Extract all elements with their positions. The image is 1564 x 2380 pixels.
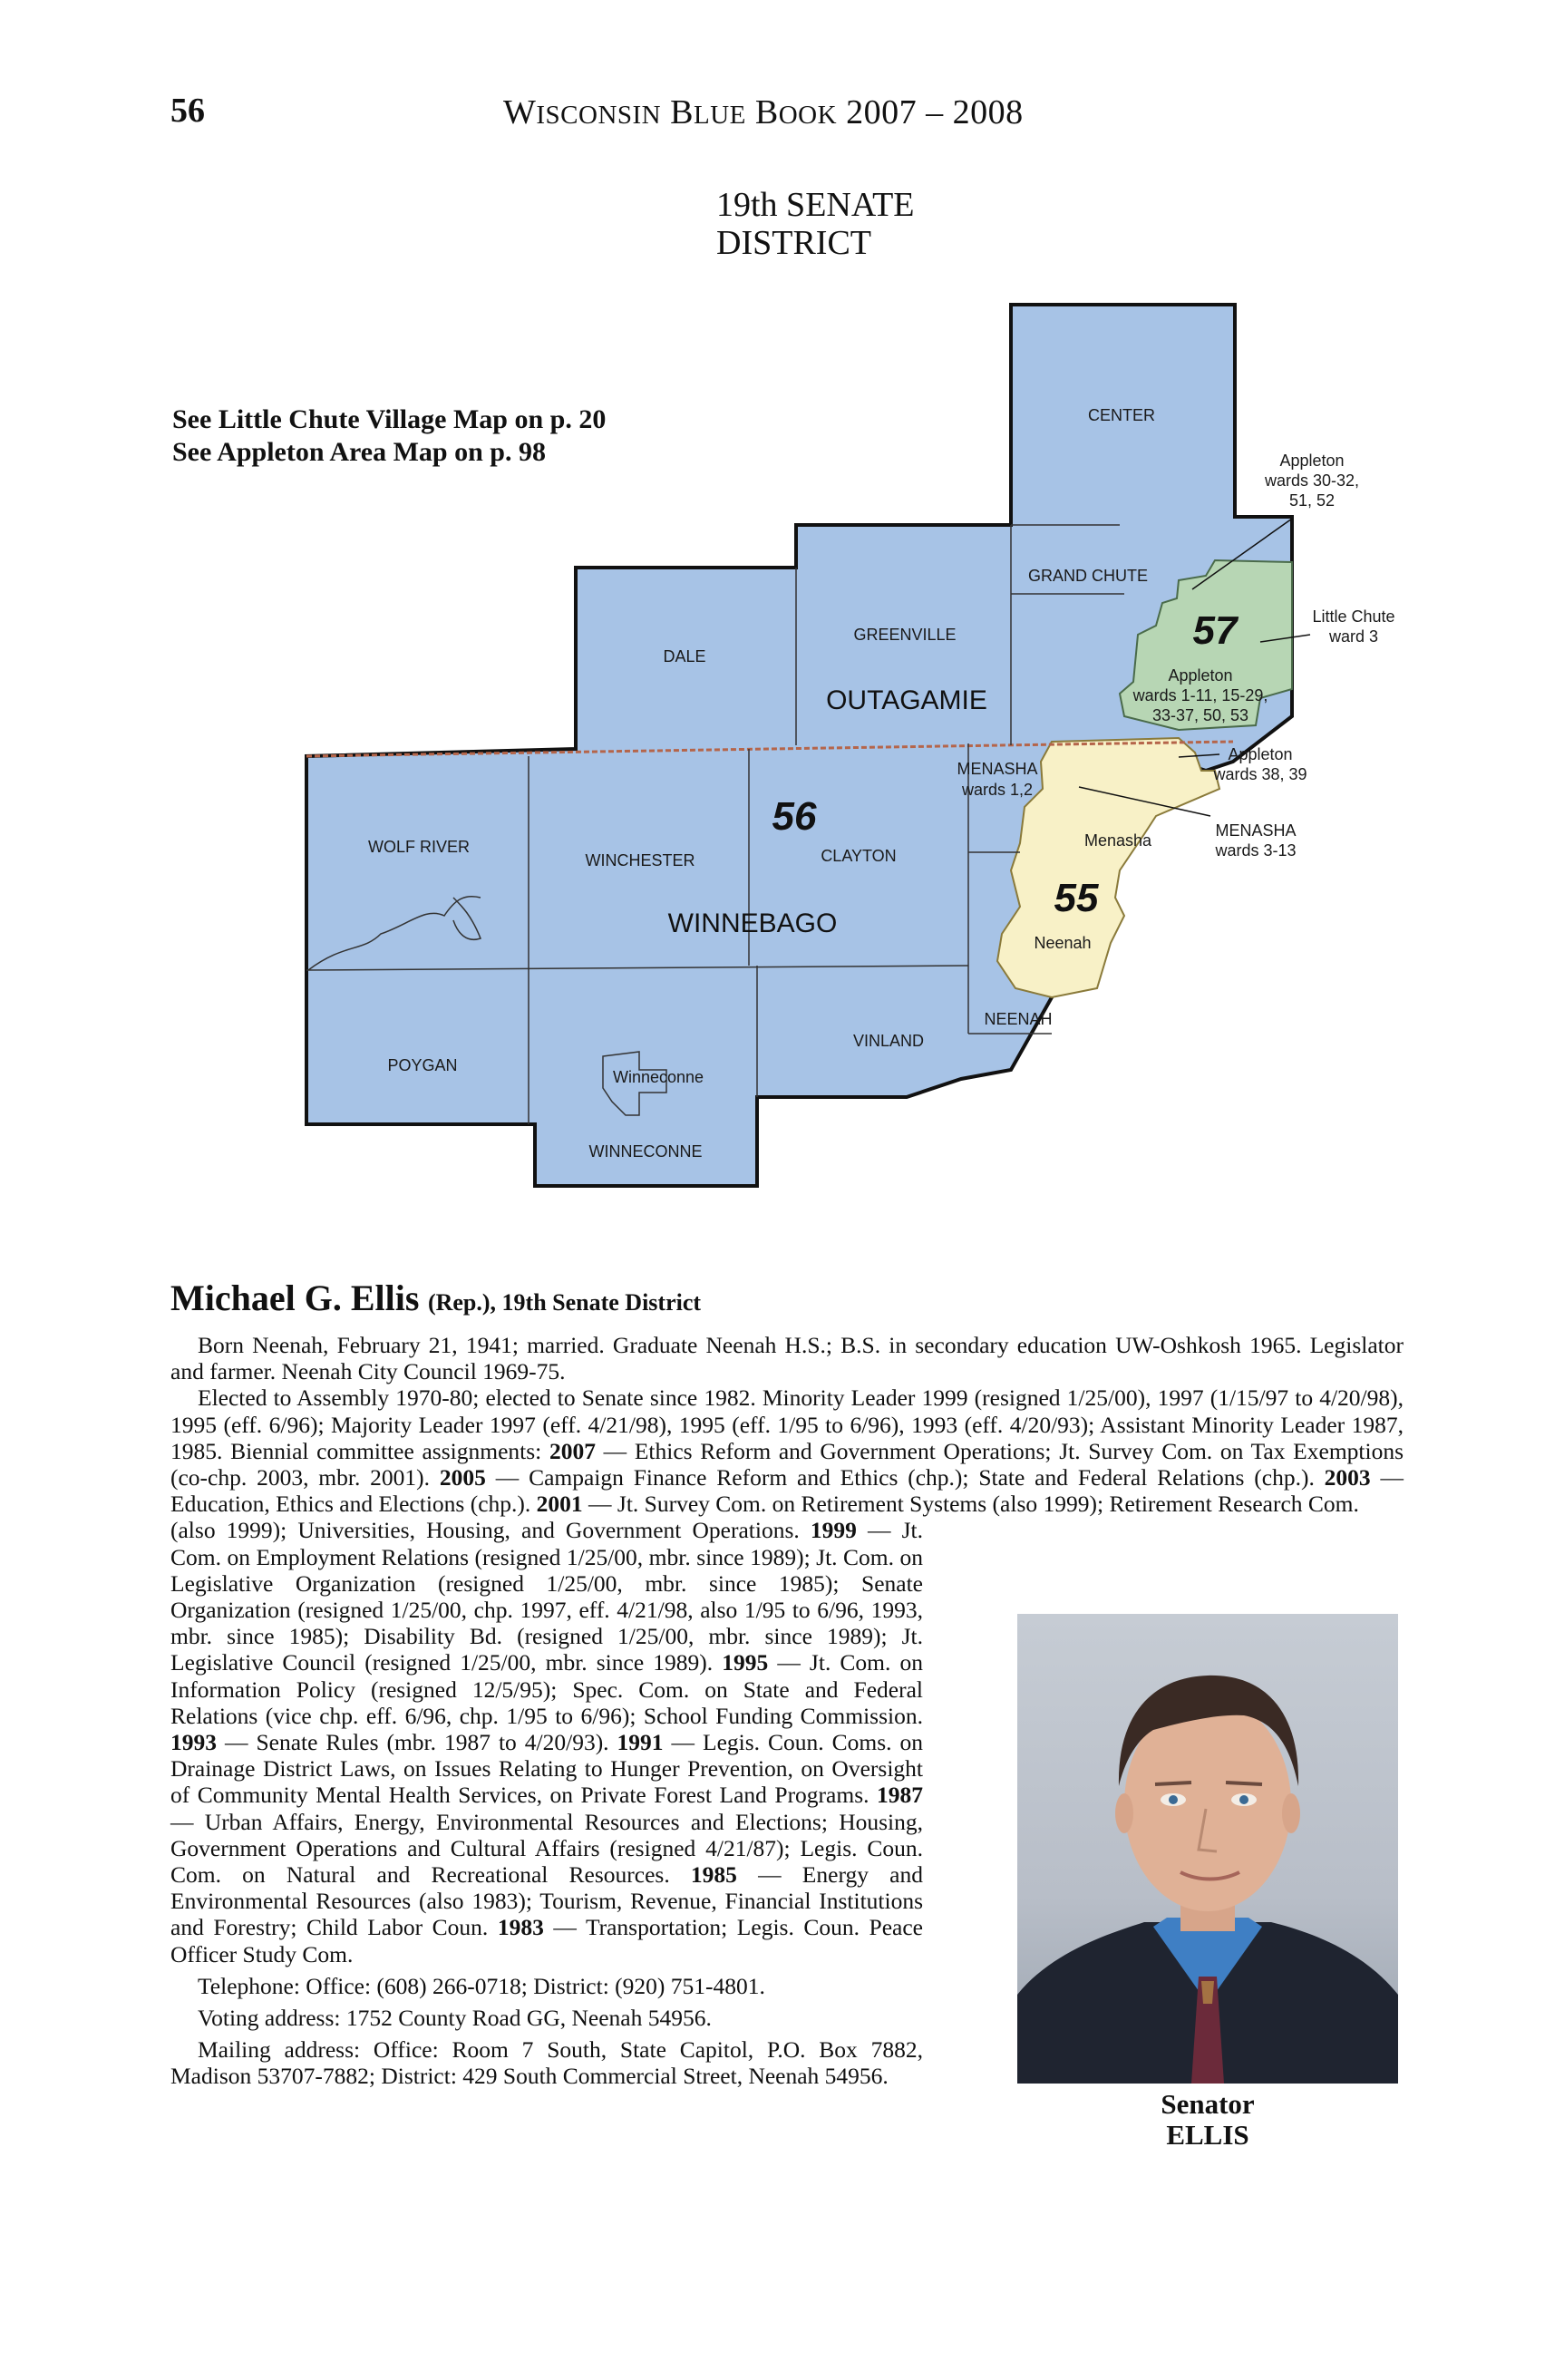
place-neenah: Neenah bbox=[1034, 934, 1092, 952]
town-menasha: MENASHA bbox=[957, 760, 1038, 778]
town-menasha-wards: wards 1,2 bbox=[961, 781, 1034, 799]
callout-menasha-3: MENASHA wards 3-13 bbox=[1215, 821, 1297, 860]
bio-mailing-address: Mailing address: Office: Room 7 South, State Capitol, P.O. Box 7882, Madison 53707-7882; District: 429 South Commercial Street, Neenah 54956. bbox=[170, 2036, 923, 2090]
map-note-appleton: See Appleton Area Map on p. 98 bbox=[172, 437, 546, 467]
running-header: WISCONSIN BLUE BOOK 2007 – 2008 bbox=[503, 93, 1024, 131]
photo-caption: Senator ELLIS bbox=[1161, 2088, 1255, 2151]
town-greenville: GREENVILLE bbox=[853, 626, 957, 644]
bio-elected: Elected to Assembly 1970-80; elected to Senate since 1982. Minority Leader 1999 (resigned 1/25/00), 1997 (1/15/97 to 4/20/98), 1995 (eff. 6/96); Majority Leader 1997 (eff. 4/21/98), 1995 (eff. 1/95 to 6/96), 1993 (eff. 4/20/93); Assistant Minority Leader 1987, 1985. Biennial committee assignments: 2007 — Ethics Reform and Government Operations; Jt. Survey Com. on Tax Exemptions (co-chp. 2003, mbr. 2001). 2005 — Campaign Finance Reform and Ethics (chp.); State and Federal Relations (chp.). 2003 — Education, Ethics and Elections (chp.). 2001 — Jt. Survey Com. on Retirement Systems (also 1999); Retirement Research Com. bbox=[170, 1384, 1404, 1518]
senator-portrait bbox=[1017, 1614, 1398, 2084]
page-number: 56 bbox=[170, 92, 205, 130]
town-clayton: CLAYTON bbox=[821, 847, 897, 865]
town-vinland: VINLAND bbox=[852, 1032, 925, 1050]
callout-appleton-30: Appleton wards 30-32, 51, 52 bbox=[1264, 452, 1360, 510]
town-center: CENTER bbox=[1087, 406, 1156, 424]
town-winneconne: WINNECONNE bbox=[588, 1142, 703, 1161]
town-dale: DALE bbox=[663, 647, 706, 665]
town-grand-chute: GRAND CHUTE bbox=[1027, 567, 1149, 585]
map-note-little-chute: See Little Chute Village Map on p. 20 bbox=[172, 404, 607, 434]
town-poygan: POYGAN bbox=[387, 1056, 458, 1074]
callout-appleton-38: Appleton wards 38, 39 bbox=[1213, 745, 1307, 783]
place-winneconne: Winneconne bbox=[612, 1068, 704, 1086]
town-wolf-river: WOLF RIVER bbox=[367, 838, 471, 856]
senator-name-line bbox=[170, 1278, 1404, 1323]
district-number-57: 57 bbox=[1192, 608, 1238, 653]
bio-voting-address: Voting address: 1752 County Road GG, Neenah 54956. bbox=[198, 2005, 712, 2032]
place-menasha: Menasha bbox=[1083, 831, 1152, 850]
district-number-55: 55 bbox=[1054, 876, 1099, 920]
district-number-56: 56 bbox=[772, 794, 817, 839]
county-outagamie: OUTAGAMIE bbox=[826, 685, 987, 715]
town-winchester: WINCHESTER bbox=[585, 851, 695, 869]
senator-affiliation: (Rep.), 19th Senate District bbox=[427, 1289, 702, 1316]
county-winnebago: WINNEBAGO bbox=[667, 908, 838, 938]
callout-little-chute: Little Chute ward 3 bbox=[1312, 607, 1395, 646]
bio-telephone: Telephone: Office: (608) 266-0718; District: (920) 751-4801. bbox=[198, 1972, 765, 1999]
district-title: 19th SENATE DISTRICT bbox=[716, 186, 915, 262]
bio-born: Born Neenah, February 21, 1941; married. Graduate Neenah H.S.; B.S. in secondary education UW-Oshkosh 1965. Legislator and farmer. Neenah City Council 1969-75. bbox=[170, 1332, 1404, 1385]
senator-name: Michael G. Ellis bbox=[170, 1277, 420, 1318]
town-neenah: NEENAH bbox=[984, 1010, 1053, 1028]
callout-appleton-1: Appleton wards 1-11, 15-29, 33-37, 50, 53 bbox=[1132, 666, 1268, 724]
bio-committees: (also 1999); Universities, Housing, and Government Operations. 1999 — Jt. Com. on Employment Relations (resigned 1/25/00, mbr. since 1989); Jt. Com. on Legislative Organization (resigned 1/25/00, mbr. since 1985); Senate Organization (resigned 1/25/00, chp. 1997, eff. 4/21/98, also 1/95 to 6/96, 1993, mbr. since 1985); Disability Bd. (resigned 1/25/00, mbr. since 1989); Jt. Legislative Council (resigned 1/25/00, mbr. since 1989). 1995 — Jt. Com. on Information Policy (resigned 12/5/95); Spec. Com. on State and Federal Relations (vice chp. eff. 6/96, chp. 1/95 to 6/96); School Funding Commission. 1993 — Senate Rules (mbr. 1987 to 4/20/93). 1991 — Legis. Coun. Coms. on Drainage District Laws, on Issues Relating to Hunger Prevention, on Oversight of Community Mental Health Services, on Private Forest Land Programs. 1987 — Urban Affairs, Energy, Environmental Resources and Elections; Housing, Government Operations and Cultural Affairs (resigned 4/21/87); Legis. Coun. Com. on Natural and Recreational Resources. 1985 — Energy and Environmental Resources (also 1983); Tourism, Revenue, Financial Institutions and Forestry; Child Labor Coun. 1983 — Transportation; Legis. Coun. Peace Officer Study Com. bbox=[170, 1517, 923, 1967]
